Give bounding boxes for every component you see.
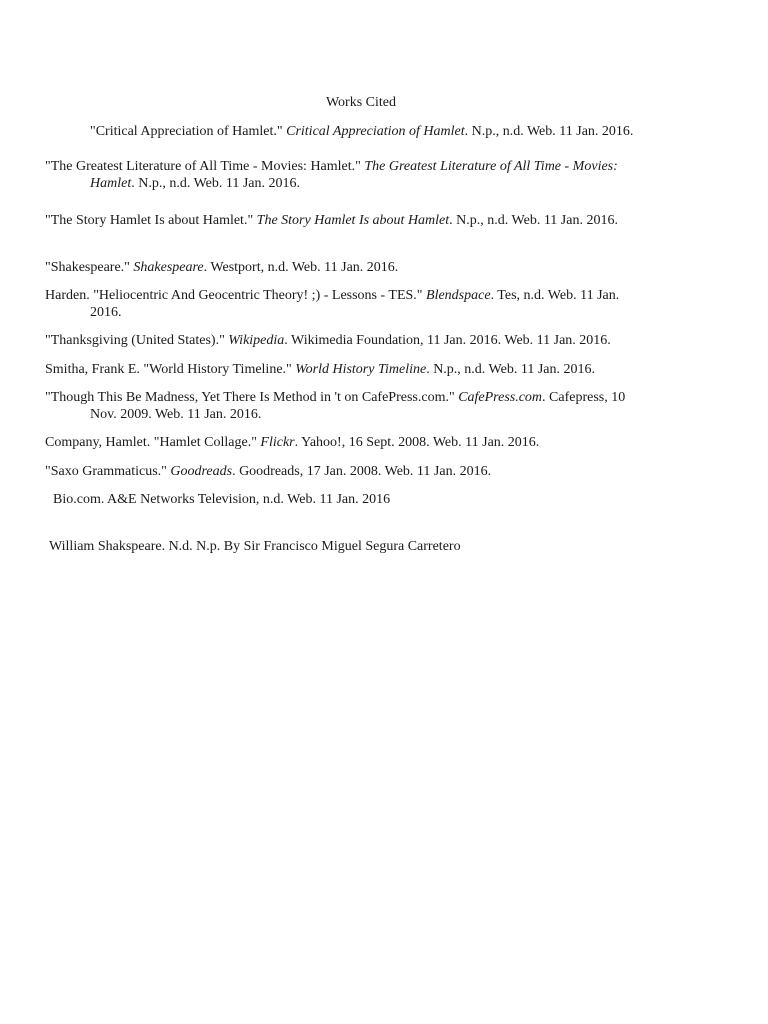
citation-publication: . Yahoo!, 16 Sept. 2008. Web. 11 Jan. 2016. bbox=[294, 435, 540, 450]
citation-entry bbox=[45, 158, 618, 192]
citation-text: Harden. "Heliocentric And Geocentric Theory! ;) - Lessons - TES." bbox=[45, 288, 427, 303]
citation-publication: . Cafepress, 10 bbox=[542, 390, 626, 405]
citation-text: "Critical Appreciation of Hamlet." bbox=[90, 124, 287, 139]
citation-publication: . N.p., n.d. Web. 11 Jan. 2016. bbox=[131, 176, 301, 191]
citation-text: "Thanksgiving (United States)." bbox=[45, 333, 229, 348]
citation-publication: . Tes, n.d. Web. 11 Jan. bbox=[490, 288, 620, 303]
citation-source-title: Goodreads bbox=[170, 464, 233, 479]
citation-entry bbox=[45, 287, 619, 321]
citation-source-title: World History Timeline bbox=[295, 362, 427, 377]
citation-entry bbox=[90, 123, 633, 140]
citation-text: Company, Hamlet. "Hamlet Collage." bbox=[45, 435, 261, 450]
citation-entry bbox=[45, 389, 625, 423]
citation-text: "The Greatest Literature of All Time - Movies: Hamlet." bbox=[45, 159, 365, 174]
citation-publication: . Goodreads, 17 Jan. 2008. Web. 11 Jan. 2016. bbox=[232, 464, 492, 479]
citation-source-title: Flickr bbox=[260, 435, 295, 450]
citation-text: "Saxo Grammaticus." bbox=[45, 464, 171, 479]
citation-entry bbox=[49, 538, 461, 555]
citation-continuation bbox=[45, 175, 618, 192]
citation-text: William Shakspeare. N.d. N.p. By Sir Francisco Miguel Segura Carretero bbox=[49, 539, 461, 554]
citation-continuation: Nov. 2009. Web. 11 Jan. 2016. bbox=[90, 407, 262, 422]
citation-source-title: The Story Hamlet Is about Hamlet bbox=[256, 213, 450, 228]
citation-source-title: Wikipedia bbox=[228, 333, 285, 348]
citation-entry bbox=[45, 332, 611, 349]
citation-source-title: Shakespeare bbox=[133, 260, 204, 275]
citation-source-title: Blendspace bbox=[426, 288, 491, 303]
works-cited-title: Works Cited bbox=[325, 95, 397, 110]
citation-publication: . N.p., n.d. Web. 11 Jan. 2016. bbox=[449, 213, 618, 228]
citation-entry bbox=[45, 361, 595, 378]
citation-source-title: Critical Appreciation of Hamlet bbox=[286, 124, 465, 139]
citation-text: "Though This Be Madness, Yet There Is Method in 't on CafePress.com." bbox=[45, 390, 459, 405]
citation-text: Smitha, Frank E. "World History Timeline." bbox=[45, 362, 296, 377]
citation-entry bbox=[45, 463, 491, 480]
citation-continuation: 2016. bbox=[90, 305, 122, 320]
citation-entry bbox=[45, 259, 398, 276]
citation-publication: . N.p., n.d. Web. 11 Jan. 2016. bbox=[464, 124, 634, 139]
citation-text: "Shakespeare." bbox=[45, 260, 134, 275]
citation-source-title: Hamlet bbox=[90, 176, 132, 191]
citation-entry bbox=[45, 212, 618, 229]
citation-text: "The Story Hamlet Is about Hamlet." bbox=[45, 213, 257, 228]
citation-text: Bio.com. A&E Networks Television, n.d. Web. 11 Jan. 2016 bbox=[53, 492, 391, 507]
citation-source-title: CafePress.com bbox=[458, 390, 543, 405]
citation-entry bbox=[53, 491, 390, 508]
citation-publication: . Wikimedia Foundation, 11 Jan. 2016. Web. 11 Jan. 2016. bbox=[284, 333, 611, 348]
citation-publication: . N.p., n.d. Web. 11 Jan. 2016. bbox=[426, 362, 595, 377]
citation-source-title: The Greatest Literature of All Time - Movies: bbox=[364, 159, 618, 174]
citation-publication: . Westport, n.d. Web. 11 Jan. 2016. bbox=[203, 260, 399, 275]
citation-entry bbox=[45, 434, 539, 451]
